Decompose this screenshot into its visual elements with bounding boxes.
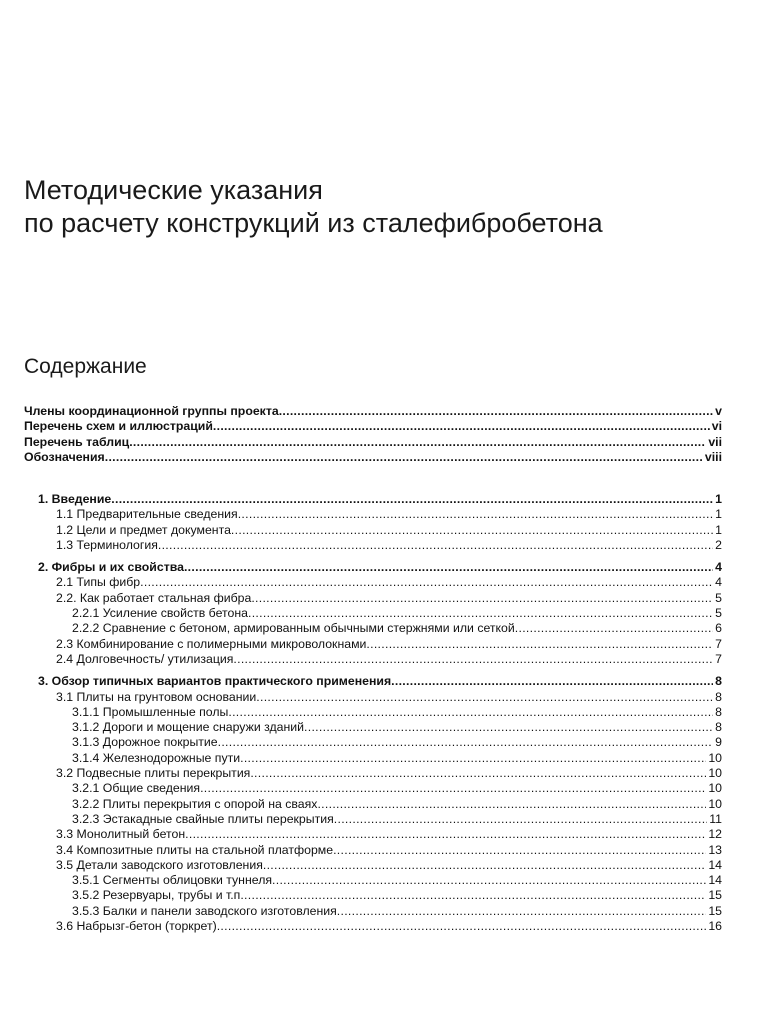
toc-entry-title: 3.1.4 Железнодорожные пути xyxy=(72,750,241,765)
dot-leader xyxy=(213,419,710,434)
toc-entry-page: 8 xyxy=(715,720,722,735)
dot-leader xyxy=(228,705,713,720)
dot-leader xyxy=(279,404,713,419)
toc-section-entry[interactable] xyxy=(24,637,722,652)
toc-entry-page: 10 xyxy=(708,781,722,796)
toc-entry-page: 1 xyxy=(715,522,722,537)
toc-entry-title: Обозначения xyxy=(24,449,105,464)
dot-leader xyxy=(217,919,707,934)
toc-entry-title: 3.2.3 Эстакадные свайные плиты перекрытия xyxy=(72,811,334,826)
toc-entry-page: 14 xyxy=(708,873,722,888)
title-line-1: Методические указания xyxy=(24,175,323,205)
toc-section-entry[interactable] xyxy=(24,507,722,522)
dot-leader xyxy=(250,766,706,781)
dot-leader xyxy=(238,507,713,522)
toc-entry-title: 3.1.2 Дороги и мощение снаружи зданий xyxy=(72,720,305,735)
dot-leader xyxy=(248,606,713,621)
dot-leader xyxy=(391,674,713,689)
toc-entry-page: viii xyxy=(704,449,722,464)
toc-section-entry[interactable] xyxy=(24,904,722,919)
toc-entry-title: Перечень таблиц xyxy=(24,434,130,449)
toc-entry-page: v xyxy=(715,404,722,418)
toc-entry-title: 1.1 Предварительные сведения xyxy=(56,507,238,522)
dot-leader xyxy=(184,560,713,575)
dot-leader xyxy=(158,538,713,553)
toc-entry-page: 15 xyxy=(708,903,722,918)
toc-section-entry[interactable] xyxy=(24,652,722,667)
toc-section-entry[interactable] xyxy=(24,591,722,606)
toc-entry-title: 3.2 Подвесные плиты перекрытия xyxy=(56,766,251,781)
toc-entry-title: 3.5.1 Сегменты облицовки туннеля xyxy=(72,873,273,888)
dot-leader xyxy=(111,492,713,507)
front-matter-entry[interactable] xyxy=(24,404,722,419)
toc-section-entry[interactable] xyxy=(24,735,722,750)
toc-entry-title: 3.5.3 Балки и панели заводского изготовления xyxy=(72,903,337,918)
toc-section-entry[interactable] xyxy=(24,766,722,781)
toc-entry-page: 4 xyxy=(715,560,722,575)
toc-entry-title: 1.2 Цели и предмет документа xyxy=(56,522,231,537)
dot-leader xyxy=(185,827,706,842)
toc-chapter-entry[interactable] xyxy=(24,560,722,575)
toc-entry-page: 15 xyxy=(708,888,722,903)
toc-section-entry[interactable] xyxy=(24,690,722,705)
toc-entry-page: 5 xyxy=(715,590,722,605)
dot-leader xyxy=(263,858,706,873)
dot-leader xyxy=(129,435,706,450)
contents-heading: Содержание xyxy=(24,355,147,378)
toc-section-entry[interactable] xyxy=(24,873,722,888)
toc-section-entry[interactable] xyxy=(24,575,722,590)
front-matter-list xyxy=(24,404,722,465)
toc-entry-title: 1.3 Терминология xyxy=(56,537,158,552)
toc-entry-page: 5 xyxy=(715,606,722,621)
toc-section-entry[interactable] xyxy=(24,919,722,934)
toc-entry-title: 3.5.2 Резервуары, трубы и т.п xyxy=(72,888,241,903)
toc-entry-title: 1. Введение xyxy=(38,492,112,506)
dot-leader xyxy=(304,720,713,735)
toc-entry-title: 3.4 Композитные плиты на стальной платформе xyxy=(56,842,334,857)
toc-entry-title: 3.1.1 Промышленные полы xyxy=(72,704,229,719)
toc-section-entry[interactable] xyxy=(24,797,722,812)
toc-entry-page: vi xyxy=(711,419,722,434)
dot-leader xyxy=(140,575,713,590)
toc-section-entry[interactable] xyxy=(24,751,722,766)
dot-leader xyxy=(256,690,713,705)
toc-entry-page: 8 xyxy=(715,704,722,719)
toc-entry-page: 10 xyxy=(708,766,722,781)
dot-leader xyxy=(105,450,703,465)
toc-entry-title: Члены координационной группы проекта xyxy=(24,404,279,418)
toc-section-entry[interactable] xyxy=(24,812,722,827)
toc-entry-page: 1 xyxy=(715,492,722,506)
toc-entry-page: 13 xyxy=(708,842,722,857)
toc-section-entry[interactable] xyxy=(24,538,722,553)
toc-entry-title: 2. Фибры и их свойства xyxy=(38,560,184,575)
toc-entry-title: 3.2.1 Общие сведения xyxy=(72,781,201,796)
toc-entry-page: vii xyxy=(708,434,722,449)
toc-entry-title: 3.6 Набрызг-бетон (торкрет) xyxy=(56,919,217,934)
toc-entry-page: 2 xyxy=(715,537,722,552)
toc-entry-page: 7 xyxy=(715,651,722,666)
front-matter-entry[interactable] xyxy=(24,450,722,465)
dot-leader xyxy=(366,637,713,652)
toc-section-entry[interactable] xyxy=(24,888,722,903)
dot-leader xyxy=(515,621,713,636)
toc-entry-page: 14 xyxy=(708,857,722,872)
toc-chapter-entry[interactable] xyxy=(24,492,722,507)
toc-chapter-entry[interactable] xyxy=(24,674,722,689)
document-title xyxy=(24,174,603,240)
table-of-contents xyxy=(24,492,722,934)
toc-entry-title: 3.5 Детали заводского изготовления xyxy=(56,857,263,872)
toc-entry-page: 11 xyxy=(709,811,722,826)
toc-section-entry[interactable] xyxy=(24,827,722,842)
toc-entry-title: 2.2. Как работает стальная фибра xyxy=(56,590,252,605)
toc-entry-title: 2.4 Долговечность/ утилизация xyxy=(56,651,234,666)
toc-section-entry[interactable] xyxy=(24,606,722,621)
dot-leader xyxy=(240,751,706,766)
dot-leader xyxy=(231,523,713,538)
toc-entry-page: 12 xyxy=(708,827,722,842)
toc-entry-page: 8 xyxy=(715,689,722,704)
toc-section-entry[interactable] xyxy=(24,720,722,735)
toc-entry-page: 10 xyxy=(708,750,722,765)
toc-entry-page: 7 xyxy=(715,636,722,651)
dot-leader xyxy=(200,781,706,796)
dot-leader xyxy=(233,652,713,667)
toc-entry-title: 2.2.2 Сравнение с бетоном, армированным обычными стержнями или сеткой xyxy=(72,621,515,636)
toc-section-entry[interactable] xyxy=(24,781,722,796)
dot-leader xyxy=(251,591,713,606)
toc-entry-title: 3. Обзор типичных вариантов практического применения xyxy=(38,674,392,689)
toc-entry-title: 3.2.2 Плиты перекрытия с опорой на сваях xyxy=(72,796,318,811)
toc-section-entry[interactable] xyxy=(24,523,722,538)
toc-section-entry[interactable] xyxy=(24,858,722,873)
toc-entry-title: 3.1.3 Дорожное покрытие xyxy=(72,735,218,750)
dot-leader xyxy=(240,888,706,903)
title-line-2: по расчету конструкций из сталефибробетона xyxy=(24,208,603,238)
toc-entry-page: 1 xyxy=(715,507,722,522)
toc-section-entry[interactable] xyxy=(24,621,722,636)
toc-entry-title: 2.3 Комбинирование с полимерными микроволокнами xyxy=(56,636,367,651)
toc-entry-page: 10 xyxy=(708,796,722,811)
dot-leader xyxy=(333,843,706,858)
toc-section-entry[interactable] xyxy=(24,843,722,858)
toc-entry-title: 2.2.1 Усиление свойств бетона xyxy=(72,606,248,621)
front-matter-entry[interactable] xyxy=(24,419,722,434)
toc-section-entry[interactable] xyxy=(24,705,722,720)
toc-entry-title: 2.1 Типы фибр xyxy=(56,575,141,590)
toc-entry-title: Перечень схем и иллюстраций xyxy=(24,419,213,434)
toc-entry-page: 9 xyxy=(715,735,722,750)
toc-entry-title: 3.3 Монолитный бетон xyxy=(56,827,186,842)
toc-entry-page: 6 xyxy=(715,621,722,636)
dot-leader xyxy=(317,797,706,812)
toc-entry-page: 4 xyxy=(715,575,722,590)
toc-entry-page: 16 xyxy=(708,919,722,934)
dot-leader xyxy=(218,735,714,750)
dot-leader xyxy=(337,904,707,919)
front-matter-entry[interactable] xyxy=(24,435,722,450)
toc-entry-title: 3.1 Плиты на грунтовом основании xyxy=(56,689,257,704)
dot-leader xyxy=(272,873,706,888)
dot-leader xyxy=(334,812,707,827)
toc-entry-page: 8 xyxy=(715,674,722,689)
